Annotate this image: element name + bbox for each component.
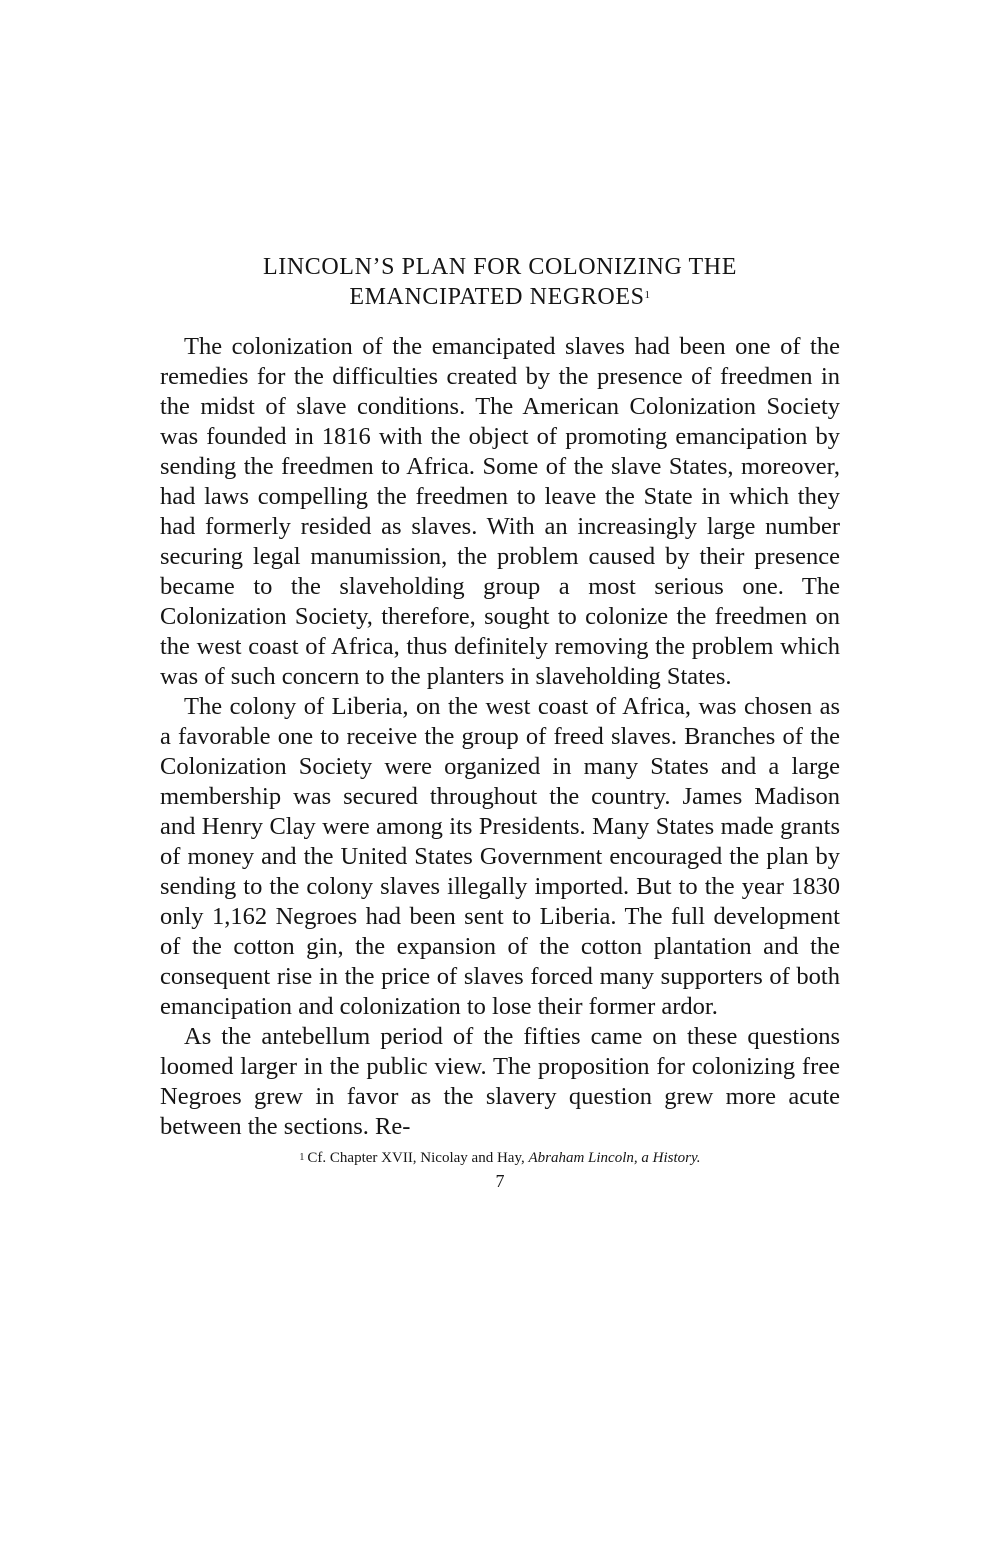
document-page — [160, 252, 840, 1192]
body-paragraph-2: The colony of Liberia, on the west coast of Africa, was chosen as a favorable one to receive the group of freed slaves. Branches of the Colonization Society were organized in many States and a large membership was secured throughout the country. James Madison and Henry Clay were among its Presidents. Many States made grants of money and the United States Government encouraged the plan by sending to the colony slaves illegally imported. But to the year 1830 only 1,162 Negroes had been sent to Liberia. The full development of the cotton gin, the expansion of the cotton plantation and the consequent rise in the price of slaves forced many supporters of both emancipation and colonization to lose their former ardor. — [160, 693, 840, 1020]
chapter-title — [160, 252, 840, 312]
page-number: 7 — [495, 1171, 505, 1191]
body-paragraph-3: As the antebellum period of the fifties came on these questions loomed larger in the public view. The proposition for colonizing free Negroes grew in favor as the slavery question grew more acute between the sections. Re- — [160, 1023, 840, 1140]
footnote-reference[interactable]: 1 — [644, 289, 651, 301]
footnote-mark: 1 — [299, 1152, 305, 1163]
footnote-text: Cf. Chapter XVII, Nicolay and Hay, — [307, 1150, 529, 1166]
body-paragraph-1: The colonization of the emancipated slaves had been one of the remedies for the difficulties created by the presence of freedmen in the midst of slave conditions. The American Colonization Society was founded in 1816 with the object of promoting emancipation by sending the freedmen to Africa. Some of the slave States, moreover, had laws compelling the freedmen to leave the State in which they had formerly resided as slaves. With an increasingly large number securing legal manumission, the problem caused by their presence became to the slaveholding group a most serious one. The Colonization Society, therefore, sought to colonize the freedmen on the west coast of Africa, thus definitely removing the problem which was of such concern to the planters in slaveholding States. — [160, 333, 840, 690]
footnote-work-title: Abraham Lincoln, a History. — [528, 1150, 701, 1166]
chapter-title-line-2-text: EMANCIPATED NEGROES — [349, 284, 645, 310]
chapter-title-line-1: LINCOLN’S PLAN FOR COLONIZING THE — [262, 254, 737, 280]
footnote — [160, 1148, 840, 1168]
chapter-title-line-2 — [160, 282, 840, 312]
